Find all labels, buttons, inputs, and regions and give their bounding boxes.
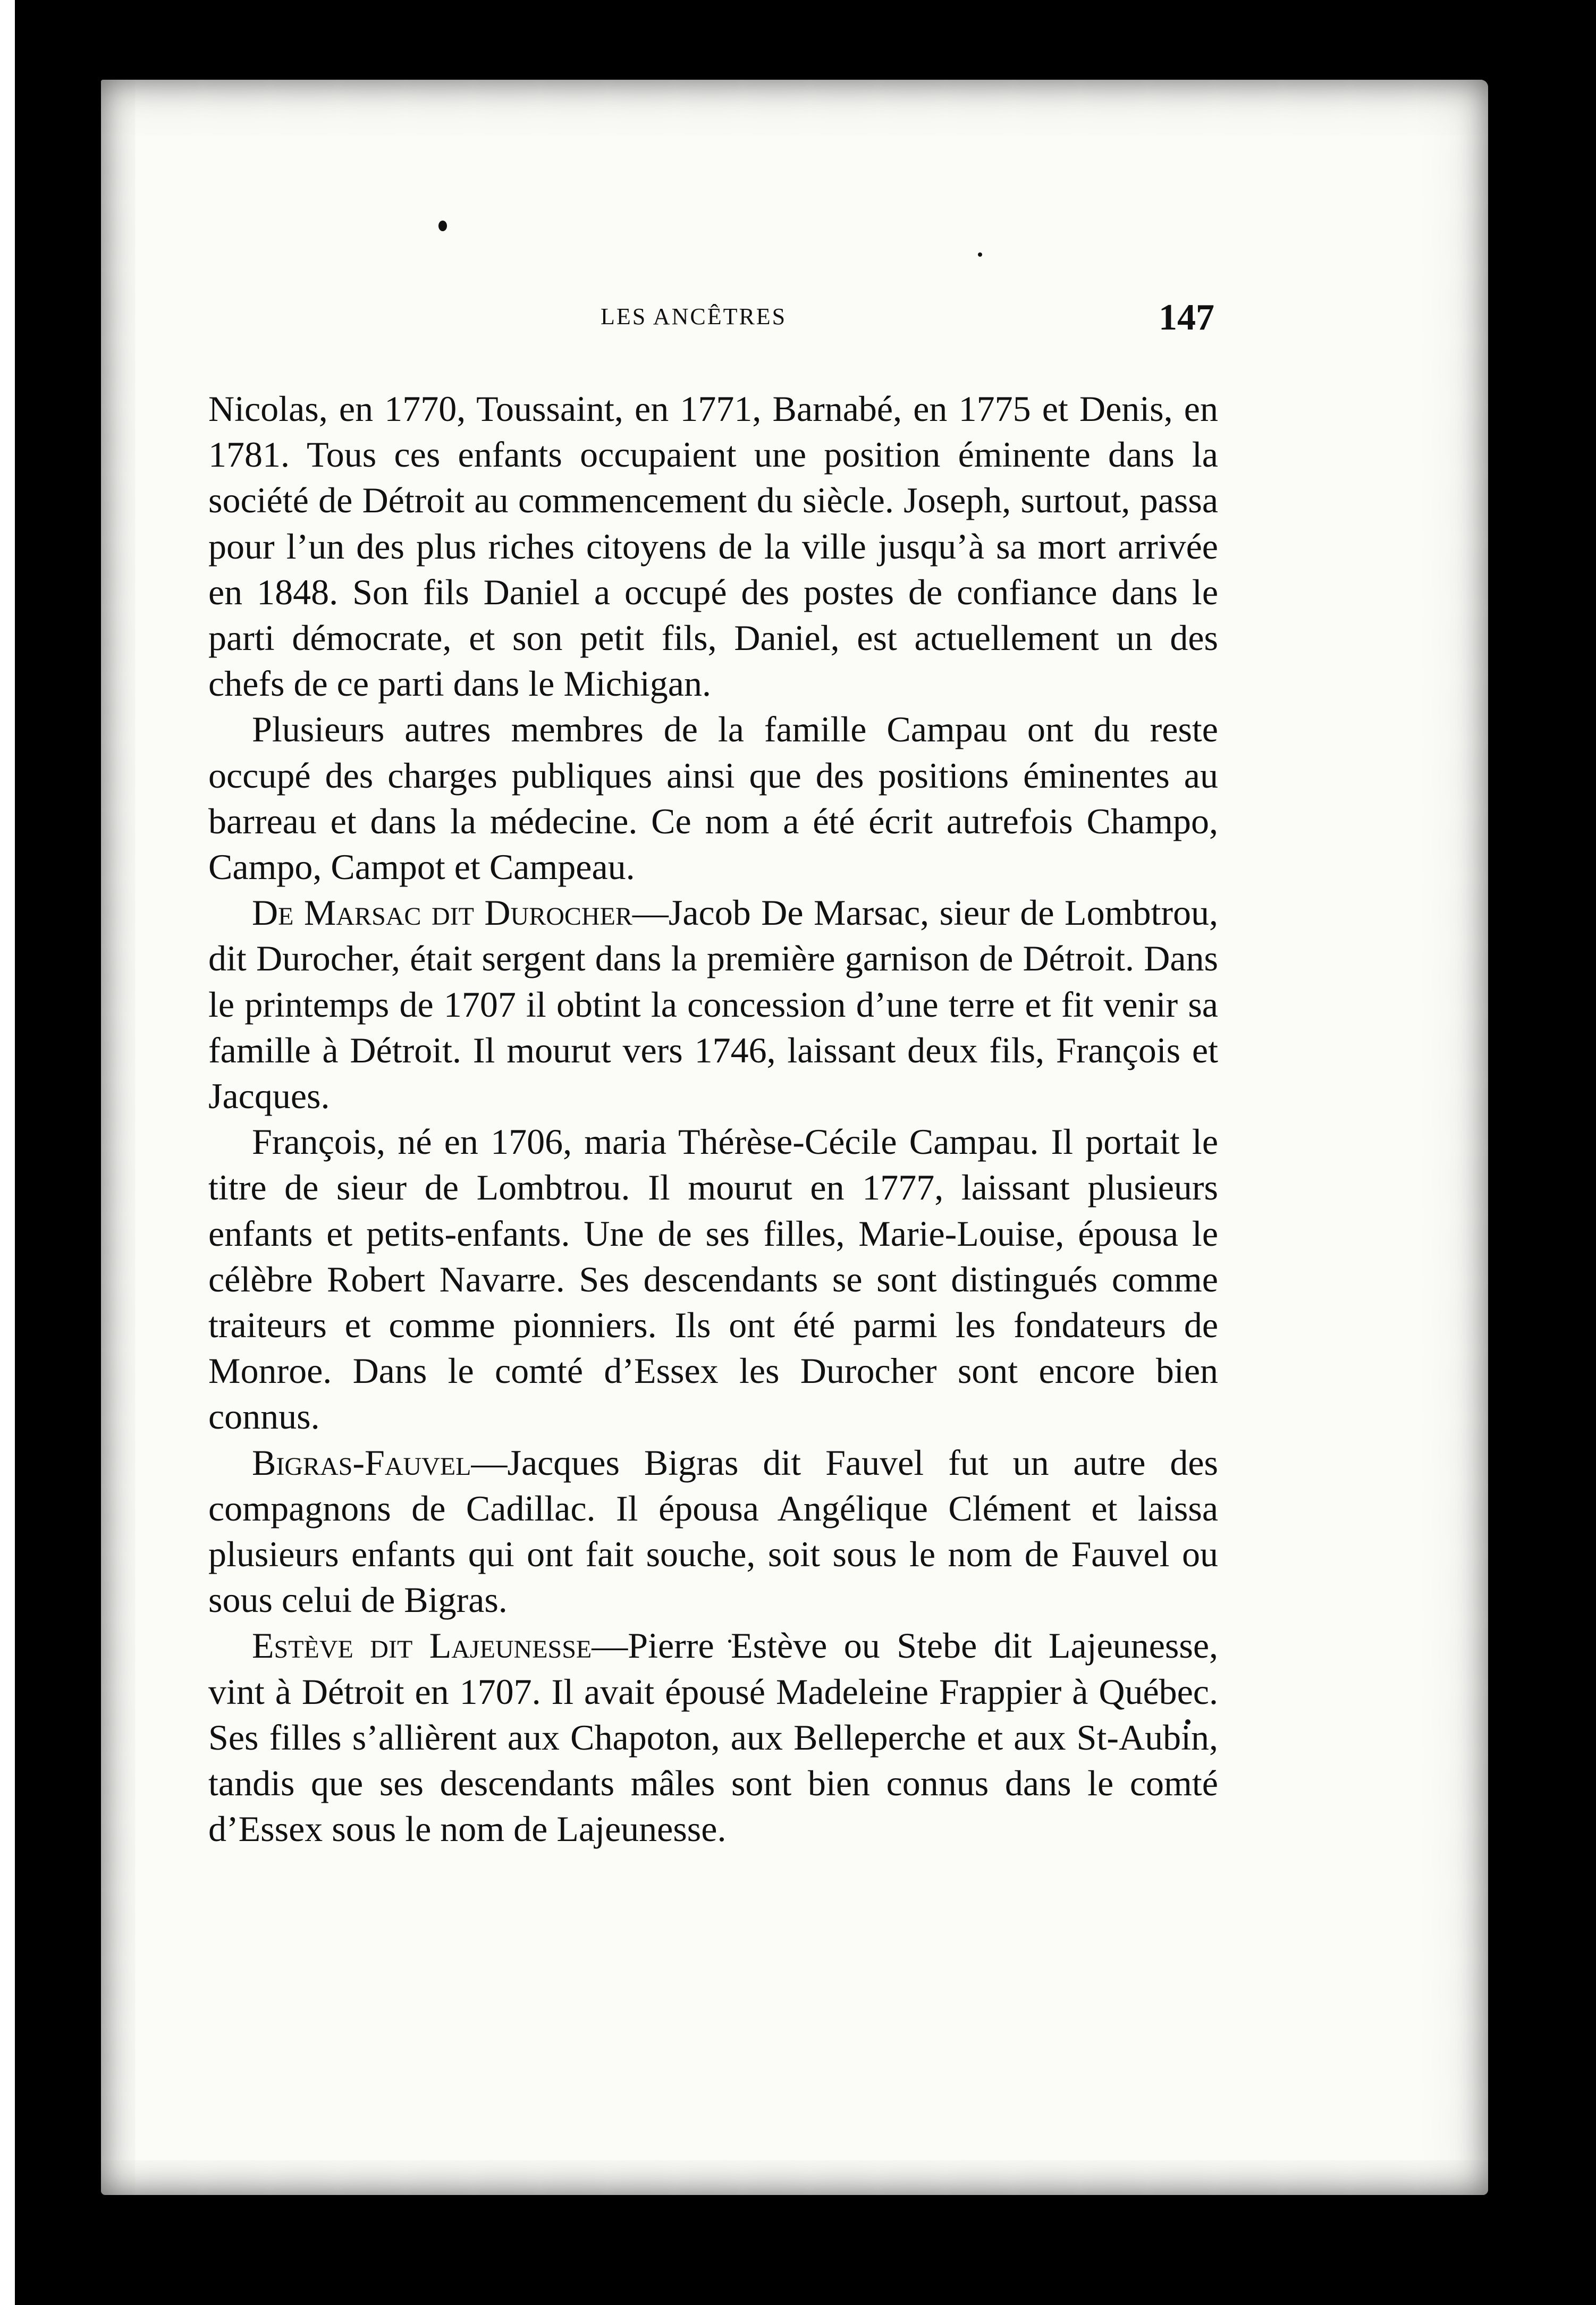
paragraph-2: Plusieurs autres membres de la famille Campau ont du reste occupé des charges publiques ainsi que des positions éminentes au barreau et dans la médecine. Ce nom a été écrit autrefois Champo, Campo, Campot et Campeau.: [208, 709, 1218, 888]
paragraph-3: [208, 890, 1218, 1119]
print-speck: [978, 252, 982, 257]
paragraph-4: François, né en 1706, maria Thérèse-Cécile Campau. Il portait le titre de sieur de Lombtrou. Il mourut en 1777, laissant plusieurs enfants et petits-enfants. Une de ses filles, Marie-Louise, épousa le célèbre Robert Navarre. Ses descendants se sont distingués comme traiteurs et comme pionniers. Ils ont été parmi les fondateurs de Monroe. Dans le comté d’Essex les Durocher sont encore bien connus.: [208, 1121, 1218, 1437]
entry-heading-de-marsac: De Marsac dit Durocher: [252, 892, 632, 933]
paragraph-6: [208, 1623, 1218, 1852]
entry-text-bigras-fauvel: —Jacques Bigras dit Fauvel fut un autre des compagnons de Cadillac. Il épousa Angélique Clément et laissa plusieurs enfants qui ont fait souche, soit sous le nom de Fauvel ou sous celui de Bigras.: [208, 1442, 1218, 1620]
entry-text-esteve-lajeunesse: —Pierre Estève ou Stebe dit Lajeunesse, vint à Détroit en 1707. Il avait épousé Madeleine Frappier à Québec. Ses filles s’allièrent aux Chapoton, aux Belleperche et aux St-Aubin, tandis que ses descendants mâles sont bien connus dans le comté d’Essex sous le nom de Lajeunesse.: [208, 1625, 1219, 1850]
body-text: [208, 386, 1218, 1852]
entry-heading-bigras-fauvel: Bigras-Fauvel: [252, 1442, 471, 1483]
entry-text-de-marsac: —Jacob De Marsac, sieur de Lombtrou, dit Durocher, était sergent dans la première garnison de Détroit. Dans le printemps de 1707 il obtint la concession d’une terre et fit venir sa famille à Détroit. Il mourut vers 1746, laissant deux fils, François et Jacques.: [208, 892, 1218, 1117]
page-number: 147: [1159, 297, 1214, 338]
running-head: LES ANCÊTRES: [601, 303, 787, 330]
paragraph-1: Nicolas, en 1770, Toussaint, en 1771, Barnabé, en 1775 et Denis, en 1781. Tous ces enfants occupaient une position éminente dans la société de Détroit au commencement du siècle. Joseph, surtout, passa pour l’un des plus riches citoyens de la ville jusqu’à sa mort arrivée en 1848. Son fils Daniel a occupé des postes de confiance dans le parti démocrate, et son petit fils, Daniel, est actuellement un des chefs de ce parti dans le Michigan.: [208, 389, 1218, 704]
entry-heading-esteve-lajeunesse: Estève dit Lajeunesse: [252, 1625, 592, 1666]
scan-left-margin: [0, 0, 15, 2305]
print-speck: [438, 221, 447, 231]
paragraph-5: [208, 1440, 1218, 1623]
